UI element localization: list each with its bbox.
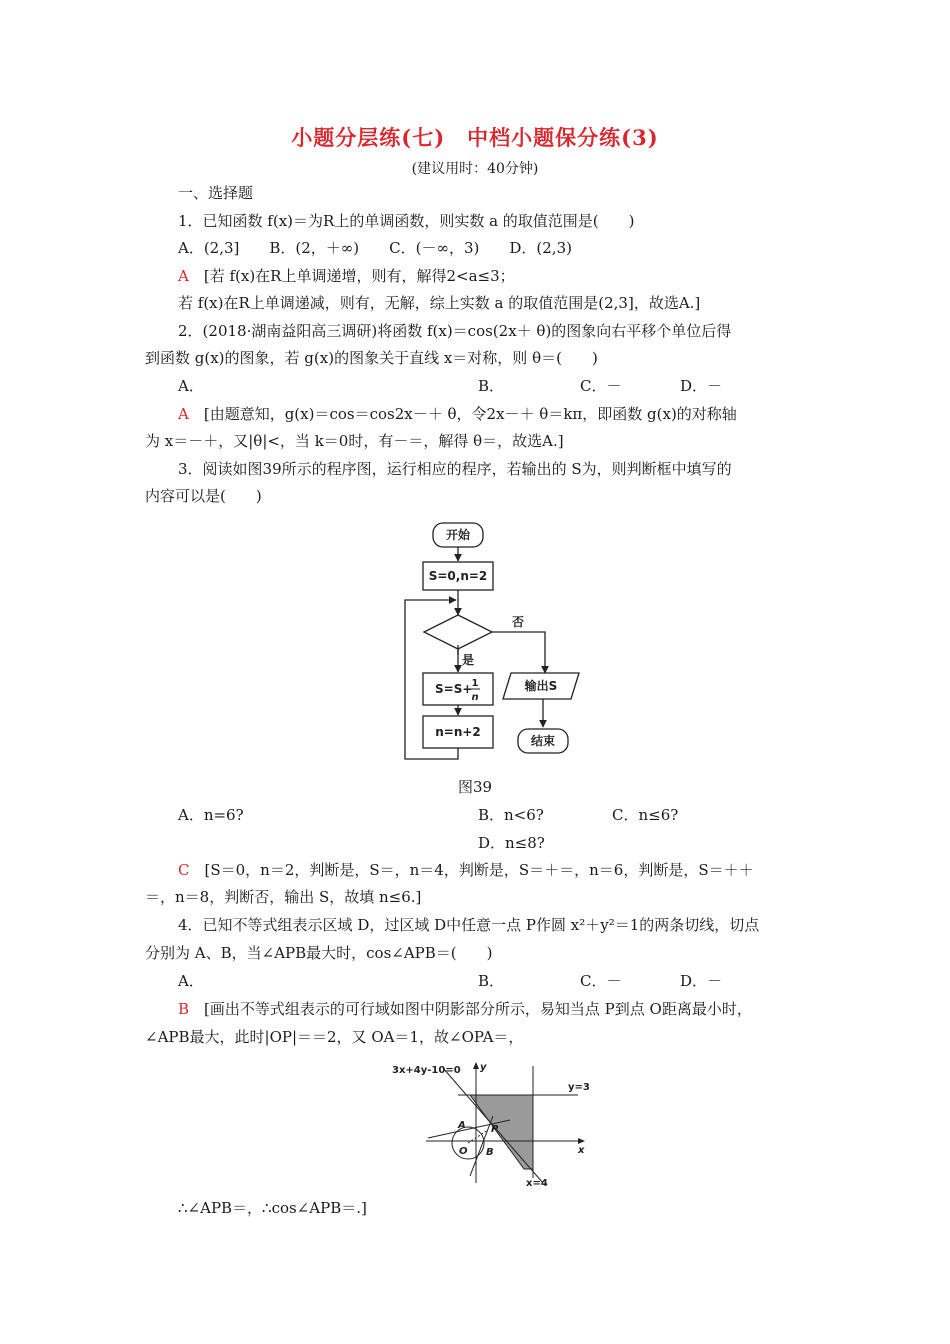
flow-decision-node xyxy=(424,615,492,649)
q2-option-c: C．－ xyxy=(580,377,622,395)
q1-solution-line-1: A [若 f(x)在R上单调递增，则有，解得2<a≤3； xyxy=(178,267,515,285)
q4-option-c: C．－ xyxy=(580,972,622,990)
q3-option-a: A．n=6? xyxy=(178,806,244,824)
feasible-region-graph xyxy=(388,1058,598,1193)
flow-frac-den: n xyxy=(471,692,479,703)
section-heading: 一、选择题 xyxy=(178,184,254,202)
q2-stem-line-2: 到函数 g(x)的图象，若 g(x)的图象关于直线 x＝对称，则 θ＝( ) xyxy=(145,349,598,367)
q1-answer: A xyxy=(178,267,189,285)
q4-option-a: A． xyxy=(178,972,204,990)
q4-option-d: D．－ xyxy=(680,972,723,990)
q2-option-d: D．－ xyxy=(680,377,723,395)
q1-options: A．(2,3] B．(2，＋∞) C．(－∞，3) D．(2,3) xyxy=(178,239,572,257)
flow-no-label: 否 xyxy=(512,615,525,629)
graph-y3-label: y=3 xyxy=(568,1082,590,1093)
tangent-line-2 xyxy=(470,1116,493,1176)
q4-solution-line-2: ∠APB最大，此时|OP|＝＝2，又 OA＝1，故∠OPA＝， xyxy=(145,1028,524,1046)
q2-option-a: A． xyxy=(178,377,204,395)
q3-stem-line-1: 3．阅读如图39所示的程序图，运行相应的程序，若输出的 S为，则判断框中填写的 xyxy=(178,460,732,478)
q4-solution-line-1: B [画出不等式组表示的可行域如图中阴影部分所示，易知当点 P到点 O距离最小时， xyxy=(178,1000,752,1018)
q2-stem-line-1: 2．(2018·湖南益阳高三调研)将函数 f(x)＝cos(2x＋ θ)的图象向右平移个单位后得 xyxy=(178,322,732,340)
flow-no-line xyxy=(492,632,545,673)
flow-increment-label: n=n+2 xyxy=(435,725,481,739)
q4-stem-line-1: 4．已知不等式组表示区域 D，过区域 D中任意一点 P作圆 x²＋y²＝1的两条切线，切点 xyxy=(178,916,760,934)
q4-stem-line-2: 分别为 A、B，当∠APB最大时，cos∠APB＝( ) xyxy=(145,944,493,962)
graph-x-axis-label: x xyxy=(578,1145,585,1156)
q3-option-d: D．n≤8? xyxy=(478,834,545,852)
graph-line-label: 3x+4y-10=0 xyxy=(392,1065,461,1076)
flowchart-figure xyxy=(395,515,595,770)
flow-init-label: S=0,n=2 xyxy=(428,569,488,583)
flow-start-label: 开始 xyxy=(445,528,471,542)
graph-y-axis-label: y xyxy=(480,1062,487,1073)
q3-solution-line-1: C [S＝0，n＝2，判断是，S＝，n＝4，判断是，S＝＋＝，n＝6，判断是，S＝＋＋ xyxy=(178,861,754,879)
q2-option-b: B． xyxy=(478,377,505,395)
q2-answer: A xyxy=(178,405,189,423)
figure-caption: 图39 xyxy=(457,778,493,796)
q3-stem-line-2: 内容可以是( ) xyxy=(145,487,262,505)
q3-option-b: B．n<6? xyxy=(478,806,544,824)
point-a-label: A xyxy=(458,1120,466,1131)
q2-solution-line-1: A [由题意知，g(x)＝cos＝cos2x－＋ θ，令2x－＋ θ＝kπ，即函数 g(x)的对称轴 xyxy=(178,405,737,423)
q2-solution-line-2: 为 x＝－＋，又|θ|<，当 k＝0时，有－＝，解得 θ＝，故选A.] xyxy=(145,432,564,450)
q3-option-c: C．n≤6? xyxy=(612,806,679,824)
flow-end-label: 结束 xyxy=(530,734,556,748)
q4-option-b: B． xyxy=(478,972,505,990)
flow-assign-label: S=S+ xyxy=(435,682,473,696)
q3-answer: C xyxy=(178,861,190,879)
point-b-label: B xyxy=(486,1147,494,1158)
q1-stem: 1．已知函数 f(x)＝为R上的单调函数，则实数 a 的取值范围是( ) xyxy=(178,212,635,230)
point-p-label: P xyxy=(491,1124,499,1135)
point-o-label: O xyxy=(459,1146,468,1157)
flow-yes-label: 是 xyxy=(462,653,475,667)
suggested-time: (建议用时：40分钟) xyxy=(411,161,539,177)
q1-solution-line-2: 若 f(x)在R上单调递减，则有，无解，综上实数 a 的取值范围是(2,3]，故选A.] xyxy=(178,294,701,312)
page-title: 小题分层练(七) 中档小题保分练(3) xyxy=(291,125,659,150)
graph-x4-label: x=4 xyxy=(526,1178,548,1189)
q3-solution-line-2: ＝，n＝8，判断否，输出 S，故填 n≤6.] xyxy=(145,888,422,906)
q4-final-line: ∴∠APB＝，∴cos∠APB＝.] xyxy=(178,1199,367,1217)
flow-frac-num: 1 xyxy=(471,678,479,689)
q4-answer: B xyxy=(178,1000,190,1018)
flow-output-label: 输出S xyxy=(524,679,558,693)
